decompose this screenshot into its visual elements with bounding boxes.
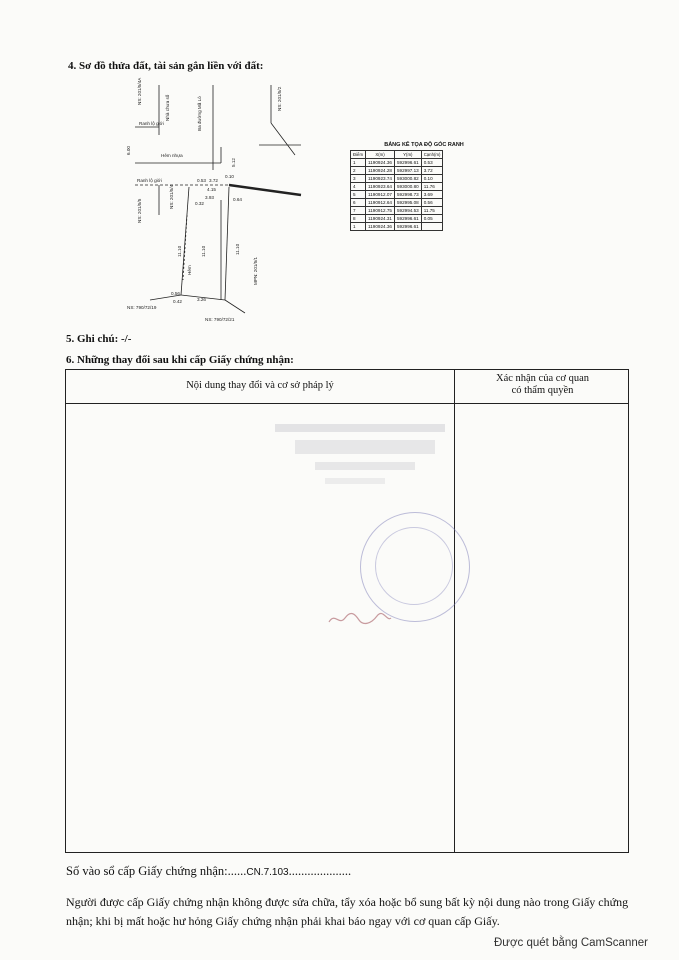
coord-cell: 1190912.07 [366,191,395,199]
dim-6-00: 6.00 [126,146,131,155]
coord-cell: 0.56 [421,199,443,207]
coord-row [351,159,443,167]
camscanner-watermark: Được quét bằng CamScanner [494,937,648,949]
col-header-confirmation-line2: có thẩm quyền [511,385,574,396]
dim-0-42: 0.42 [173,299,182,304]
coord-cell: 0.10 [421,175,443,183]
dim-3-72: 3.72 [209,178,218,183]
coord-cell: 3.69 [421,191,443,199]
coord-cell: 592998.73 [394,191,421,199]
signature [325,608,395,630]
certificate-number-value: CN.7.103 [246,867,289,878]
label-ns-201-5-5: NS: 201/5/5 [137,198,142,223]
coord-cell: 1190912.64 [366,199,395,207]
coord-cell: 1190924.28 [366,167,395,175]
coord-table-title: BẢNG KÊ TỌA ĐỘ GÓC RANH [384,142,464,148]
coord-cell: 0.05 [421,215,443,223]
coord-row [351,207,443,215]
coord-cell: 1 [351,159,366,167]
coord-cell: 8 [351,215,366,223]
label-ba-duong: Ba đường Mã Lò [197,96,202,131]
certificate-number-line [66,864,351,879]
label-ns-790-72-19: NS: 790/72/19 [127,305,157,310]
label-ns-201-5-4: NS: 201/5/4 [169,184,174,209]
dim-0-10: 0.10 [225,174,234,179]
coord-row [351,175,443,183]
coord-cell: 5 [351,191,366,199]
coord-cell: 1190923.74 [366,175,395,183]
col-header-confirmation-line1: Xác nhận của cơ quan [495,373,589,384]
coord-cell [421,223,443,231]
coord-cell: 11.75 [421,207,443,215]
coord-cell: 593000.82 [394,175,421,183]
coord-cell: 7 [351,207,366,215]
coord-cell: 2 [351,167,366,175]
certificate-number-dots-after: .................... [288,864,352,878]
coord-row [351,223,443,231]
label-ns-790-72-21: NS: 790/72/21 [205,317,235,322]
coord-row [351,215,443,223]
coord-cell: 11.76 [421,183,443,191]
label-mpn-201-5-1: MPN: 201/5/1 [253,256,258,285]
coord-header-cell: X(m) [366,151,395,159]
coord-cell: 1 [351,223,366,231]
dim-0-53: 0.53 [197,178,206,183]
label-nha-chua-so: Nhà chưa số [165,94,170,121]
coord-header-cell: Y(m) [394,151,421,159]
coord-cell: 592995.08 [394,199,421,207]
coord-header-cell: Điểm [351,151,366,159]
coord-cell: 1190923.64 [366,183,395,191]
dim-0-32: 0.32 [195,201,204,206]
coord-cell: 593000.80 [394,183,421,191]
dim-0-56: 0.56 [171,291,180,296]
coord-row [351,199,443,207]
dim-0-64: 0.64 [233,197,242,202]
dim-11-10-a: 11.10 [177,245,182,257]
coord-row [351,191,443,199]
coord-cell: 1190924.31 [366,215,395,223]
coord-cell: 0.53 [421,159,443,167]
label-hem: Hẻm [187,265,192,275]
coord-row [351,183,443,191]
coord-table [350,150,443,231]
coord-cell: 4 [351,183,366,191]
coord-cell: 1190912.75 [366,207,395,215]
coord-cell: 592996.61 [394,215,421,223]
coord-cell: 1190924.36 [366,223,395,231]
certificate-number-label: Số vào sổ cấp Giấy chứng nhận: [66,864,228,878]
coord-cell: 6 [351,199,366,207]
coord-cell: 592994.53 [394,207,421,215]
coord-cell: 3.72 [421,167,443,175]
coord-cell: 592996.61 [394,159,421,167]
coord-header-cell: Cạnh(m) [421,151,443,159]
label-ranh-lo-gioi-top: Ranh lộ giới [139,121,164,126]
dim-3-26: 3.26 [197,297,206,302]
certificate-number-dots-before: ...... [227,864,247,878]
label-ranh-lo-gioi-mid: Ranh lộ giới [137,178,162,183]
faded-certification-text [255,418,465,498]
dim-3-93: 3.93 [205,195,214,200]
label-ns-201-5-4a: NS: 201/5/4A [137,77,142,105]
label-ns-201-5-2: NS: 201/5/2 [277,86,282,111]
section-5-title: 5. Ghi chú: -/- [66,333,132,345]
official-seal-inner [375,527,453,605]
dim-4-15: 4.15 [207,187,216,192]
official-seal [360,512,470,622]
section-6-title: 6. Những thay đổi sau khi cấp Giấy chứng nhận: [66,354,294,366]
dim-5-12: 5.12 [231,158,236,167]
col-header-content: Nội dung thay đổi và cơ sở pháp lý [186,380,334,391]
label-hem-nhua: Hẻm nhựa [161,153,183,158]
coord-cell: 592997.13 [394,167,421,175]
dim-11-10-b: 11.10 [201,245,206,257]
coord-cell: 3 [351,175,366,183]
dim-11-10-c: 11.10 [235,243,240,255]
coord-row [351,167,443,175]
warning-note: Người được cấp Giấy chứng nhận không được sửa chữa, tẩy xóa hoặc bổ sung bất kỳ nội dung nào trong Giấy chứng nhận; khi bị mất hoặc hư hỏng Giấy chứng nhận phải khai báo ngay với cơ quan cấp Giấy. [66,895,629,928]
coord-cell: 592996.61 [394,223,421,231]
col-header-confirmation [455,373,630,397]
section-4-title: 4. Sơ đồ thửa đất, tài sản gắn liền với đất: [68,60,264,72]
land-plot-diagram [125,75,325,325]
coord-cell: 1190924.36 [366,159,395,167]
